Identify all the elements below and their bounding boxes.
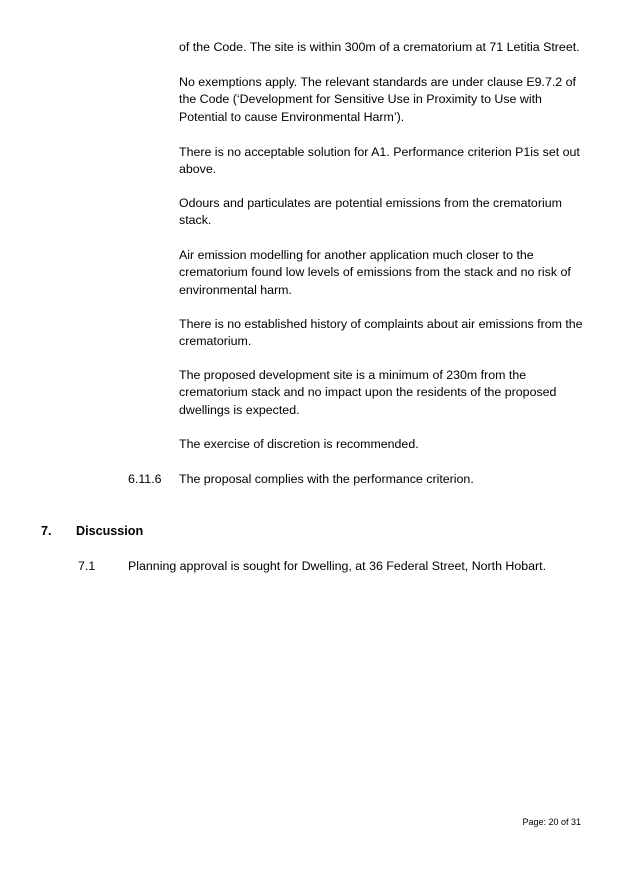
clause-number-7-1: 7.1 bbox=[78, 559, 96, 573]
paragraph-discretion: The exercise of discretion is recommended. bbox=[179, 437, 419, 451]
paragraph-distance: The proposed development site is a minimum of 230m from the crematorium stack and no impact upon the residents of the proposed dwellings is expected. bbox=[179, 368, 557, 417]
page-number: Page: 20 of 31 bbox=[522, 817, 581, 827]
section-title-discussion: Discussion bbox=[76, 524, 144, 538]
paragraph-complaints: There is no established history of complaints about air emissions from the crematorium. bbox=[179, 317, 583, 349]
paragraph-site-crematorium: of the Code. The site is within 300m of a crematorium at 71 Letitia Street. bbox=[179, 40, 580, 54]
paragraph-exemptions: No exemptions apply. The relevant standards are under clause E9.7.2 of the Code (‘Development for Sensitive Use in Proximity to Use with Potential to cause Environmental Harm’). bbox=[179, 75, 576, 124]
clause-text-6-11-6: The proposal complies with the performance criterion. bbox=[179, 472, 474, 486]
clause-text-7-1: Planning approval is sought for Dwelling, at 36 Federal Street, North Hobart. bbox=[128, 559, 547, 573]
section-number-7: 7. bbox=[41, 524, 52, 538]
paragraph-acceptable-solution: There is no acceptable solution for A1. Performance criterion P1is set out above. bbox=[179, 145, 580, 177]
paragraph-emissions: Odours and particulates are potential emissions from the crematorium stack. bbox=[179, 196, 562, 228]
paragraph-air-modelling: Air emission modelling for another application much closer to the crematorium found low levels of emissions from the stack and no risk of environmental harm. bbox=[179, 248, 571, 297]
clause-number-6-11-6: 6.11.6 bbox=[128, 472, 162, 486]
